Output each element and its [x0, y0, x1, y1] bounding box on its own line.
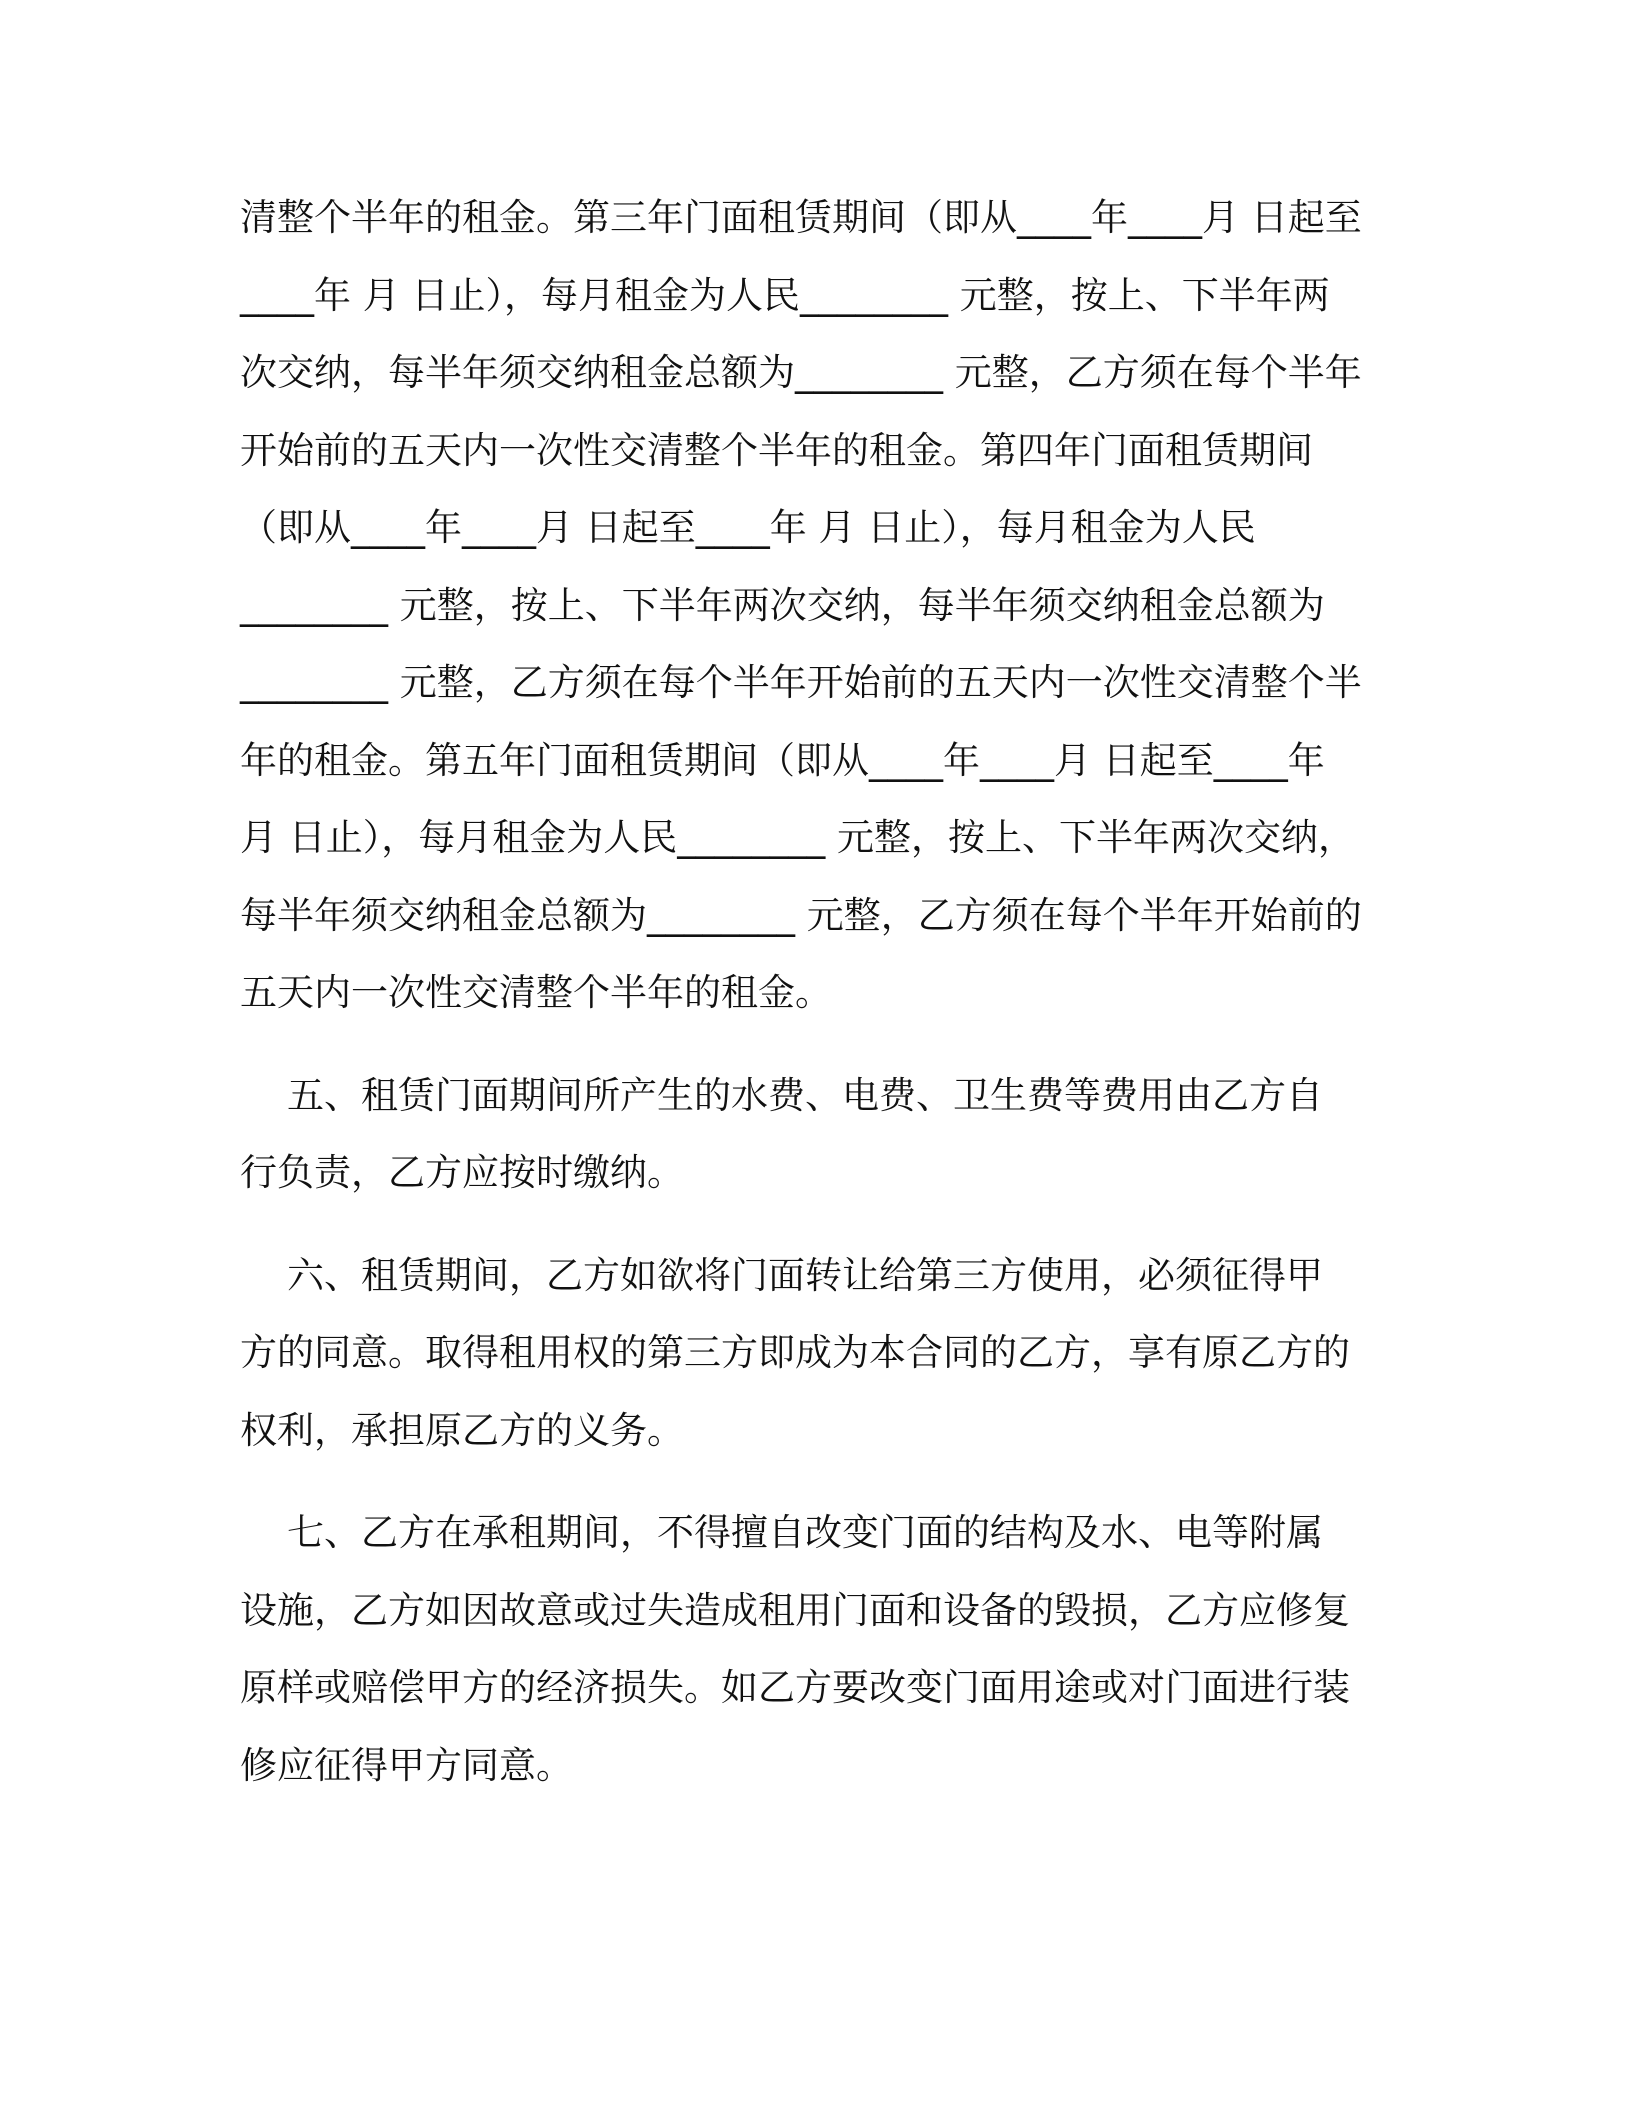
paragraph-spacer — [240, 1478, 1400, 1503]
text-line: 七、乙方在承租期间，不得擅自改变门面的结构及水、电等附属 — [240, 1511, 1324, 1554]
text-line: 原样或赔偿甲方的经济损失。如乙方要改变门面用途或对门面进行装 — [240, 1666, 1350, 1709]
text-line: 清整个半年的租金。第三年门面租赁期间（即从____年____月 日起至 — [240, 196, 1362, 239]
text-line: （即从____年____月 日起至____年 月 日止），每月租金为人民 — [240, 506, 1256, 549]
text-line: 年的租金。第五年门面租赁期间（即从____年____月 日起至____年 — [240, 738, 1325, 782]
text-line: 开始前的五天内一次性交清整个半年的租金。第四年门面租赁期间 — [240, 428, 1313, 472]
paragraph-rent-terms — [240, 188, 1400, 1041]
text-line: 设施，乙方如因故意或过失造成租用门面和设备的毁损，乙方应修复 — [240, 1588, 1350, 1632]
text-line: 每半年须交纳租金总额为________ 元整，乙方须在每个半年开始前的 — [240, 893, 1362, 937]
text-line: 五天内一次性交清整个半年的租金。 — [240, 971, 832, 1014]
document-body — [240, 188, 1400, 1813]
paragraph-clause-6 — [240, 1246, 1400, 1479]
text-line: ____年 月 日止），每月租金为人民________ 元整，按上、下半年两 — [240, 273, 1330, 317]
text-line: 权利，承担原乙方的义务。 — [240, 1408, 684, 1452]
text-line: 六、租赁期间，乙方如欲将门面转让给第三方使用，必须征得甲 — [240, 1253, 1324, 1297]
text-line: ________ 元整，乙方须在每个半年开始前的五天内一次性交清整个半 — [240, 661, 1362, 704]
paragraph-clause-7 — [240, 1503, 1400, 1813]
text-line: 方的同意。取得租用权的第三方即成为本合同的乙方，享有原乙方的 — [240, 1331, 1350, 1374]
paragraph-clause-5 — [240, 1066, 1400, 1221]
text-line: 修应征得甲方同意。 — [240, 1743, 573, 1787]
paragraph-spacer — [240, 1041, 1400, 1066]
text-line: 月 日止），每月租金为人民________ 元整，按上、下半年两次交纳， — [240, 816, 1356, 859]
paragraph-spacer — [240, 1221, 1400, 1246]
text-line: 五、租赁门面期间所产生的水费、电费、卫生费等费用由乙方自 — [240, 1073, 1324, 1117]
text-line: ________ 元整，按上、下半年两次交纳，每半年须交纳租金总额为 — [240, 583, 1325, 627]
text-line: 行负责，乙方应按时缴纳。 — [240, 1151, 684, 1194]
text-line: 次交纳，每半年须交纳租金总额为________ 元整，乙方须在每个半年 — [240, 351, 1362, 394]
